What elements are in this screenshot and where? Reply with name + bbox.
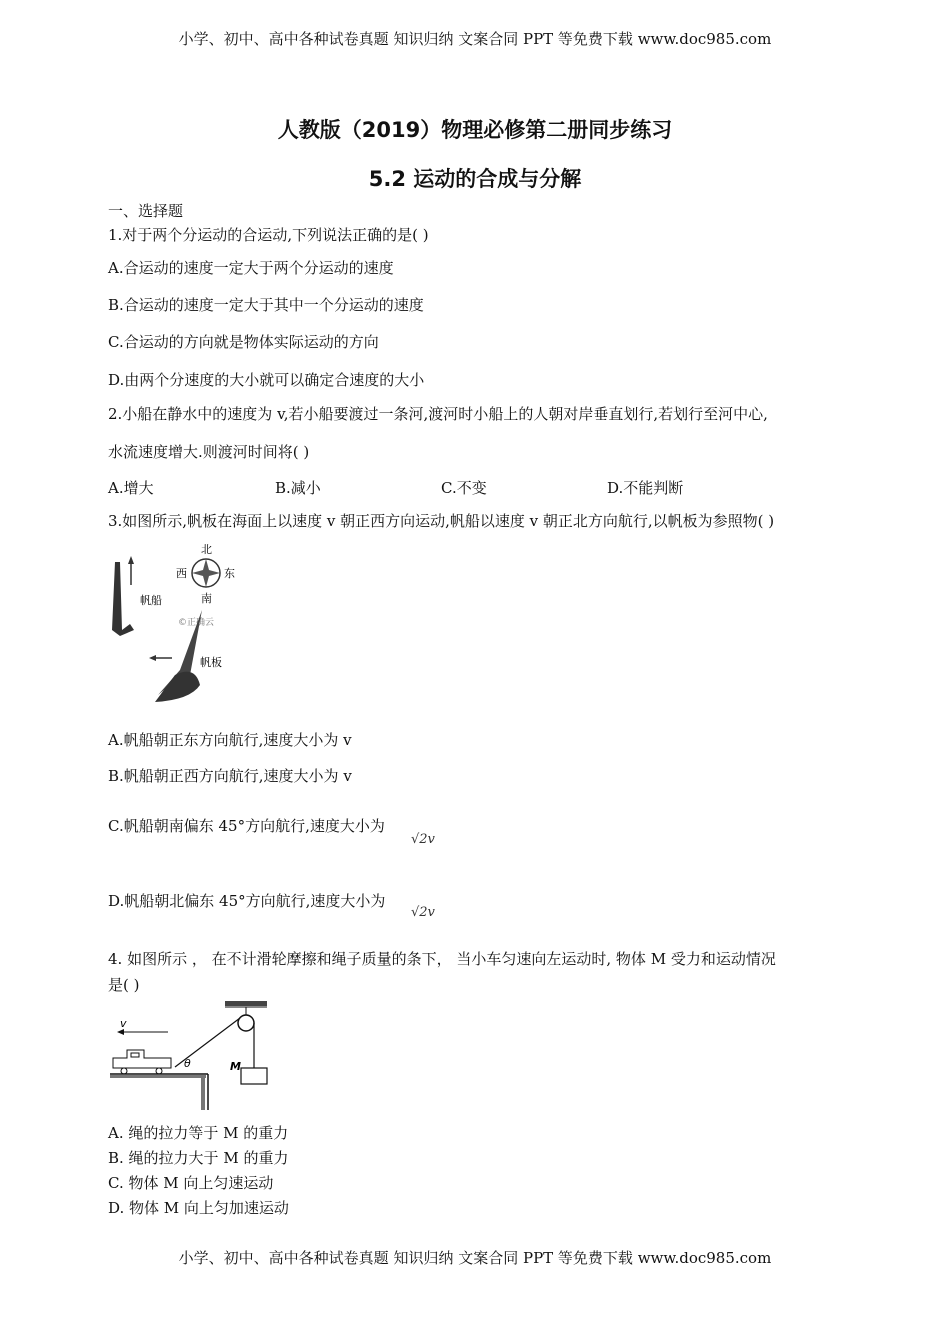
mass-block — [241, 1068, 267, 1084]
q3-option-a: A.帆船朝正东方向航行,速度大小为 v — [108, 731, 352, 749]
compass-south-label: 南 — [201, 592, 212, 605]
pulley-icon — [238, 1015, 254, 1031]
q3-option-d-sqrt: √2v — [411, 905, 435, 920]
q2-stem: 2.小船在静水中的速度为 v,若小船要渡过一条河,渡河时小船上的人朝对岸垂直划行,若划行至河中心, — [108, 405, 768, 423]
theta-label: θ — [184, 1057, 191, 1070]
doc-subtitle: 5.2 运动的合成与分解 — [368, 167, 582, 191]
q4-option-b: B. 绳的拉力大于 M 的重力 — [108, 1149, 289, 1167]
q2-option-b: B.减小 — [275, 479, 321, 497]
q2-option-a: A.增大 — [108, 479, 154, 497]
q2-stem-cont: 水流速度增大.则渡河时间将( ) — [108, 443, 310, 461]
q3-option-c: C.帆船朝南偏东 45°方向航行,速度大小为 — [108, 817, 385, 835]
q3-figure — [100, 540, 300, 710]
q1-stem: 1.对于两个分运动的合运动,下列说法正确的是( ) — [108, 226, 429, 244]
q1-option-d: D.由两个分速度的大小就可以确定合速度的大小 — [108, 371, 425, 389]
arrow-north-icon — [128, 556, 134, 564]
board-label: 帆板 — [200, 656, 222, 669]
cart-icon — [113, 1050, 171, 1068]
q3-option-b: B.帆船朝正西方向航行,速度大小为 v — [108, 767, 352, 785]
q4-option-c: C. 物体 M 向上匀速运动 — [108, 1174, 274, 1192]
q3-stem: 3.如图所示,帆板在海面上以速度 v 朝正西方向运动,帆船以速度 v 朝正北方向航行,以帆板为参照物( ) — [108, 512, 775, 530]
boat-label: 帆船 — [140, 594, 162, 607]
q3-option-d: D.帆船朝北偏东 45°方向航行,速度大小为 — [108, 892, 386, 910]
q4-option-a: A. 绳的拉力等于 M 的重力 — [108, 1124, 289, 1142]
watermark: ©正确云 — [178, 618, 215, 628]
doc-title: 人教版（2019）物理必修第二册同步练习 — [277, 118, 673, 142]
q3-option-c-sqrt: √2v — [411, 832, 435, 847]
q4-option-d: D. 物体 M 向上匀加速运动 — [108, 1199, 289, 1217]
velocity-label: v — [120, 1017, 127, 1030]
page-footer: 小学、初中、高中各种试卷真题 知识归纳 文案合同 PPT 等免费下载 www.doc985.com — [178, 1249, 772, 1267]
mass-label: M — [230, 1060, 241, 1073]
q2-option-d: D.不能判断 — [607, 479, 684, 497]
q4-stem-cont: 是( ) — [108, 976, 140, 994]
compass-west-label: 西 — [176, 567, 187, 580]
q2-option-c: C.不变 — [441, 479, 487, 497]
section-heading: 一、选择题 — [108, 202, 184, 220]
q1-option-a: A.合运动的速度一定大于两个分运动的速度 — [108, 259, 394, 277]
arrow-west-icon — [149, 655, 156, 661]
q1-option-c: C.合运动的方向就是物体实际运动的方向 — [108, 333, 379, 351]
compass-north-label: 北 — [201, 543, 212, 556]
q4-stem: 4. 如图所示 ， 在不计滑轮摩擦和绳子质量的条下， 当小车匀速向左运动时, 物体 M 受力和运动情况 — [108, 950, 776, 968]
compass-east-label: 东 — [224, 567, 235, 580]
page-header: 小学、初中、高中各种试卷真题 知识归纳 文案合同 PPT 等免费下载 www.doc985.com — [178, 30, 772, 48]
q1-option-b: B.合运动的速度一定大于其中一个分运动的速度 — [108, 296, 424, 314]
q4-figure — [100, 990, 300, 1110]
